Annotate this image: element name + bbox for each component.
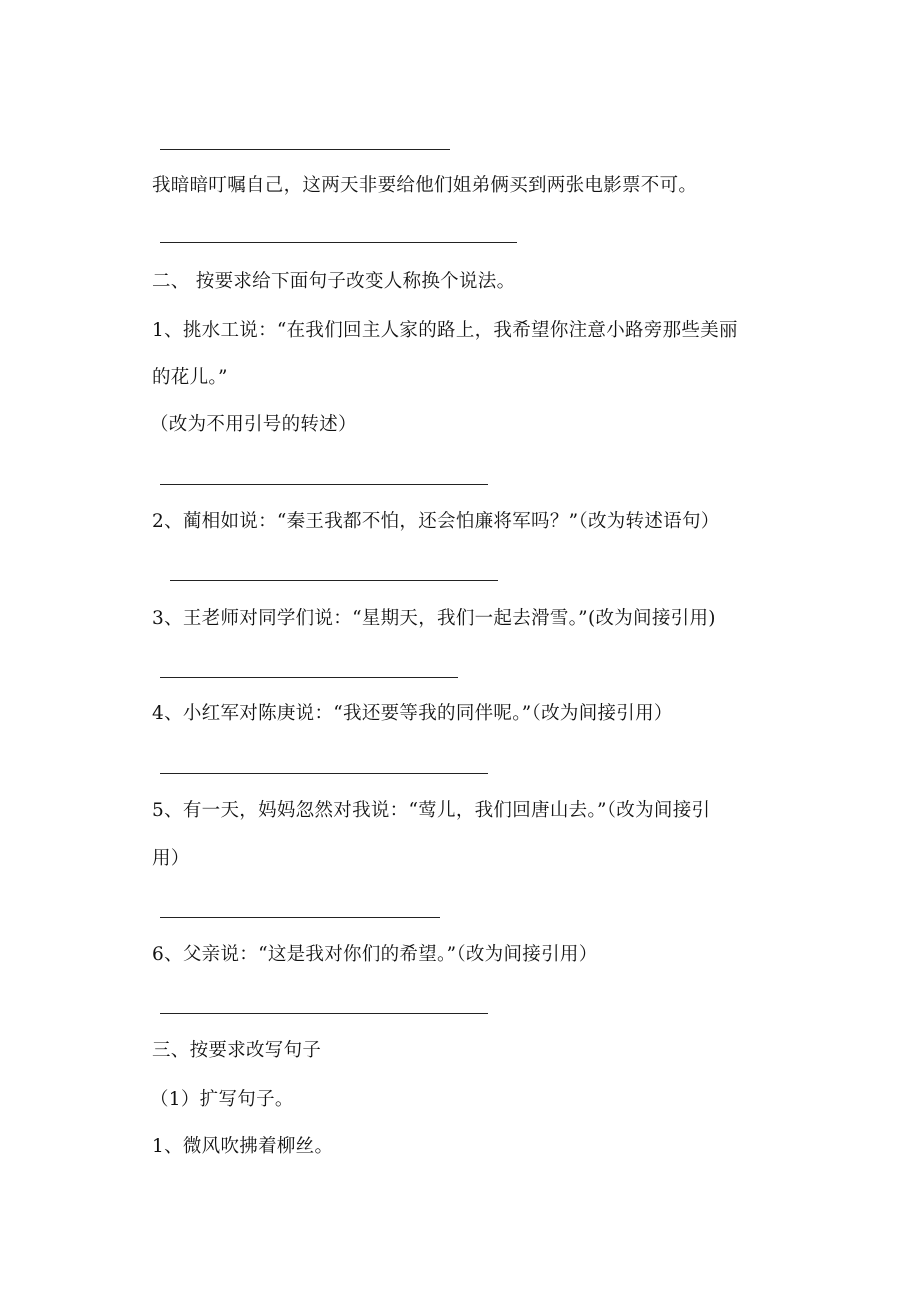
question-hint: （改为不用引号的转述）	[150, 414, 357, 435]
answer-line[interactable]	[160, 242, 517, 243]
question-text: 2、蔺相如说：“秦王我都不怕，还会怕廉将军吗？”（改为转述语句）	[152, 511, 720, 532]
sentence-text: 我暗暗叮嘱自己，这两天非要给他们姐弟俩买到两张电影票不可。	[152, 175, 698, 196]
answer-line[interactable]	[160, 1013, 488, 1014]
section-heading: 二、 按要求给下面句子改变人称换个说法。	[152, 271, 516, 292]
subsection-heading: （1）扩写句子。	[150, 1089, 294, 1110]
answer-line[interactable]	[160, 484, 488, 485]
answer-line[interactable]	[170, 580, 498, 581]
question-text: 6、父亲说：“这是我对你们的希望。”（改为间接引用）	[152, 944, 598, 965]
question-text: 5、有一天，妈妈忽然对我说：“莺儿，我们回唐山去。”（改为间接引	[152, 800, 711, 821]
question-text-continued: 的花儿。”	[152, 367, 228, 388]
section-heading: 三、按要求改写句子	[152, 1040, 322, 1061]
question-text: 3、王老师对同学们说：“星期天，我们一起去滑雪。”(改为间接引用)	[152, 608, 716, 629]
answer-line[interactable]	[160, 677, 458, 678]
answer-line[interactable]	[160, 917, 440, 918]
question-text: 1、微风吹拂着柳丝。	[152, 1136, 334, 1157]
question-text-continued: 用）	[152, 848, 190, 869]
answer-line[interactable]	[160, 149, 450, 150]
question-text: 4、小红军对陈庚说：“我还要等我的同伴呢。”（改为间接引用）	[152, 703, 673, 724]
answer-line[interactable]	[160, 773, 488, 774]
question-text: 1、挑水工说：“在我们回主人家的路上，我希望你注意小路旁那些美丽	[152, 320, 738, 341]
